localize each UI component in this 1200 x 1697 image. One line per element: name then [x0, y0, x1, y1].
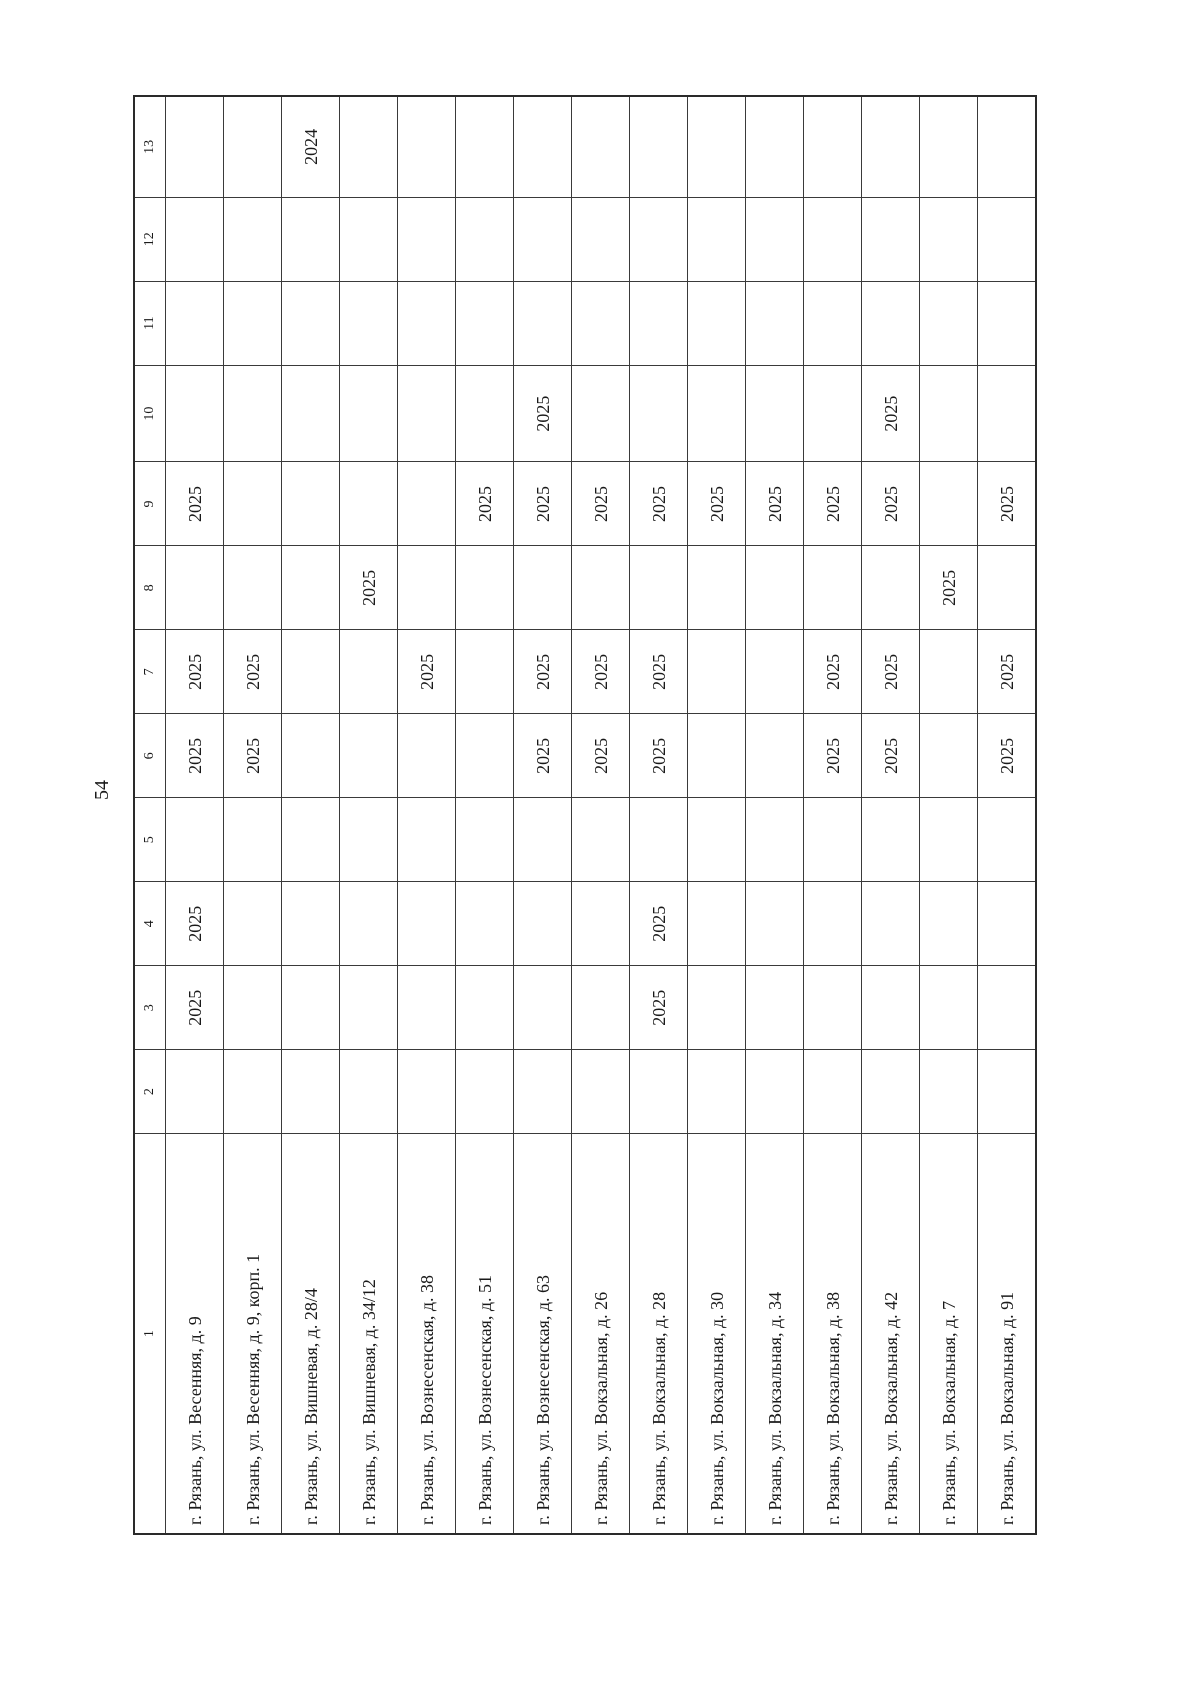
year-cell [224, 546, 282, 630]
year-cell: 2025 [630, 714, 688, 798]
table-row [514, 96, 572, 1534]
table-row [978, 96, 1037, 1534]
year-cell [166, 365, 224, 462]
table-row [920, 96, 978, 1534]
year-cell: 2025 [630, 462, 688, 546]
year-cell [340, 96, 398, 197]
year-cell [282, 1050, 340, 1134]
year-cell [746, 197, 804, 281]
year-cell [456, 1050, 514, 1134]
year-cell [514, 197, 572, 281]
column-header: 9 [134, 462, 166, 546]
year-cell [282, 714, 340, 798]
year-cell [456, 630, 514, 714]
year-cell [282, 630, 340, 714]
year-cell [456, 546, 514, 630]
year-cell [572, 96, 630, 197]
table-row [804, 96, 862, 1534]
column-header: 10 [134, 365, 166, 462]
column-header: 13 [134, 96, 166, 197]
year-cell [514, 882, 572, 966]
year-cell [340, 798, 398, 882]
year-cell [978, 197, 1037, 281]
address-cell: г. Рязань, ул. Вокзальная, д. 30 [688, 1134, 746, 1534]
year-cell [166, 96, 224, 197]
year-cell: 2025 [224, 630, 282, 714]
year-cell [688, 546, 746, 630]
year-cell [572, 365, 630, 462]
address-cell: г. Рязань, ул. Вокзальная, д. 34 [746, 1134, 804, 1534]
year-cell [862, 798, 920, 882]
column-header: 8 [134, 546, 166, 630]
year-cell [804, 882, 862, 966]
year-cell [572, 882, 630, 966]
year-cell: 2025 [920, 546, 978, 630]
column-header: 6 [134, 714, 166, 798]
table-row [282, 96, 340, 1534]
year-cell [746, 96, 804, 197]
year-cell [688, 281, 746, 365]
year-cell: 2024 [282, 96, 340, 197]
year-cell [340, 462, 398, 546]
year-cell [804, 798, 862, 882]
year-cell [920, 197, 978, 281]
year-cell [572, 197, 630, 281]
year-cell [514, 96, 572, 197]
year-cell [572, 798, 630, 882]
table-row [746, 96, 804, 1534]
year-cell [630, 281, 688, 365]
year-cell [398, 462, 456, 546]
year-cell [804, 966, 862, 1050]
year-cell [224, 96, 282, 197]
year-cell [340, 365, 398, 462]
year-cell [978, 882, 1037, 966]
year-cell [224, 966, 282, 1050]
year-cell: 2025 [862, 462, 920, 546]
year-cell [920, 882, 978, 966]
year-cell [630, 96, 688, 197]
year-cell [746, 798, 804, 882]
column-header: 12 [134, 197, 166, 281]
address-cell: г. Рязань, ул. Вознесенская, д. 63 [514, 1134, 572, 1534]
year-cell: 2025 [340, 546, 398, 630]
year-cell [804, 96, 862, 197]
year-cell [398, 281, 456, 365]
year-cell [224, 1050, 282, 1134]
year-cell [166, 1050, 224, 1134]
year-cell [398, 96, 456, 197]
year-cell [224, 197, 282, 281]
address-cell: г. Рязань, ул. Вознесенская, д. 38 [398, 1134, 456, 1534]
year-cell [978, 365, 1037, 462]
address-cell: г. Рязань, ул. Вокзальная, д. 38 [804, 1134, 862, 1534]
year-cell [282, 966, 340, 1050]
year-cell [920, 462, 978, 546]
year-cell [688, 197, 746, 281]
year-cell [572, 281, 630, 365]
year-cell: 2025 [514, 462, 572, 546]
year-cell [340, 281, 398, 365]
year-cell [282, 197, 340, 281]
year-cell [514, 1050, 572, 1134]
repair-schedule-table [133, 95, 1037, 1535]
year-cell [862, 281, 920, 365]
year-cell: 2025 [630, 966, 688, 1050]
year-cell [572, 546, 630, 630]
year-cell [572, 966, 630, 1050]
year-cell [920, 714, 978, 798]
year-cell [862, 546, 920, 630]
year-cell: 2025 [166, 630, 224, 714]
year-cell: 2025 [166, 462, 224, 546]
year-cell [978, 1050, 1037, 1134]
address-cell: г. Рязань, ул. Вокзальная, д. 26 [572, 1134, 630, 1534]
year-cell [804, 365, 862, 462]
year-cell [688, 96, 746, 197]
year-cell [804, 197, 862, 281]
year-cell [282, 365, 340, 462]
address-cell: г. Рязань, ул. Вишневая, д. 34/12 [340, 1134, 398, 1534]
year-cell [456, 798, 514, 882]
year-cell [920, 365, 978, 462]
year-cell: 2025 [978, 630, 1037, 714]
year-cell [282, 546, 340, 630]
year-cell: 2025 [166, 714, 224, 798]
column-header: 7 [134, 630, 166, 714]
year-cell [340, 1050, 398, 1134]
year-cell [398, 1050, 456, 1134]
table-row [398, 96, 456, 1534]
year-cell: 2025 [514, 365, 572, 462]
year-cell [862, 96, 920, 197]
column-header: 3 [134, 966, 166, 1050]
year-cell [630, 1050, 688, 1134]
year-cell: 2025 [398, 630, 456, 714]
year-cell [456, 197, 514, 281]
address-cell: г. Рязань, ул. Вокзальная, д. 28 [630, 1134, 688, 1534]
year-cell [398, 197, 456, 281]
year-cell: 2025 [456, 462, 514, 546]
column-header: 4 [134, 882, 166, 966]
address-cell: г. Рязань, ул. Вокзальная, д. 42 [862, 1134, 920, 1534]
year-cell [224, 882, 282, 966]
table-row [166, 96, 224, 1534]
rotated-table-wrapper [133, 95, 1043, 1535]
column-header: 1 [134, 1134, 166, 1534]
table-row [862, 96, 920, 1534]
year-cell [224, 365, 282, 462]
year-cell [398, 798, 456, 882]
year-cell [456, 281, 514, 365]
year-cell [340, 882, 398, 966]
year-cell [166, 197, 224, 281]
year-cell [514, 281, 572, 365]
year-cell: 2025 [630, 882, 688, 966]
year-cell: 2025 [572, 630, 630, 714]
table-row [340, 96, 398, 1534]
year-cell [398, 714, 456, 798]
year-cell [920, 96, 978, 197]
year-cell [746, 281, 804, 365]
year-cell [978, 281, 1037, 365]
year-cell [166, 281, 224, 365]
year-cell [630, 798, 688, 882]
year-cell [456, 882, 514, 966]
year-cell [746, 365, 804, 462]
table-body [166, 96, 1037, 1534]
address-cell: г. Рязань, ул. Вокзальная, д. 7 [920, 1134, 978, 1534]
year-cell: 2025 [804, 630, 862, 714]
address-cell: г. Рязань, ул. Вишневая, д. 28/4 [282, 1134, 340, 1534]
year-cell [862, 882, 920, 966]
year-cell [746, 546, 804, 630]
table-row [224, 96, 282, 1534]
year-cell [746, 630, 804, 714]
year-cell [514, 546, 572, 630]
table-row [456, 96, 514, 1534]
year-cell [282, 281, 340, 365]
year-cell [688, 630, 746, 714]
address-cell: г. Рязань, ул. Весенняя, д. 9, корп. 1 [224, 1134, 282, 1534]
year-cell [920, 281, 978, 365]
year-cell: 2025 [166, 966, 224, 1050]
year-cell [456, 365, 514, 462]
year-cell [920, 1050, 978, 1134]
year-cell [746, 714, 804, 798]
year-cell [282, 798, 340, 882]
column-header: 5 [134, 798, 166, 882]
address-cell: г. Рязань, ул. Вокзальная, д. 91 [978, 1134, 1037, 1534]
year-cell [340, 197, 398, 281]
year-cell [340, 714, 398, 798]
table-row [572, 96, 630, 1534]
year-cell [746, 966, 804, 1050]
year-cell [862, 966, 920, 1050]
year-cell [456, 714, 514, 798]
year-cell: 2025 [514, 714, 572, 798]
year-cell [398, 966, 456, 1050]
year-cell [978, 966, 1037, 1050]
table-row [630, 96, 688, 1534]
column-header: 2 [134, 1050, 166, 1134]
year-cell [340, 966, 398, 1050]
year-cell: 2025 [746, 462, 804, 546]
year-cell [224, 281, 282, 365]
year-cell [804, 546, 862, 630]
year-cell: 2025 [514, 630, 572, 714]
year-cell [224, 798, 282, 882]
year-cell [456, 96, 514, 197]
year-cell: 2025 [804, 714, 862, 798]
year-cell [456, 966, 514, 1050]
year-cell [282, 882, 340, 966]
year-cell: 2025 [224, 714, 282, 798]
year-cell [166, 798, 224, 882]
year-cell [630, 546, 688, 630]
year-cell: 2025 [862, 365, 920, 462]
year-cell [572, 1050, 630, 1134]
year-cell [282, 462, 340, 546]
year-cell [978, 798, 1037, 882]
year-cell: 2025 [572, 462, 630, 546]
year-cell [630, 365, 688, 462]
table-row [688, 96, 746, 1534]
year-cell [688, 365, 746, 462]
year-cell [746, 1050, 804, 1134]
address-cell: г. Рязань, ул. Весенняя, д. 9 [166, 1134, 224, 1534]
year-cell [862, 1050, 920, 1134]
column-header: 11 [134, 281, 166, 365]
year-cell [804, 281, 862, 365]
year-cell [398, 365, 456, 462]
year-cell [398, 546, 456, 630]
year-cell [688, 714, 746, 798]
year-cell [920, 798, 978, 882]
year-cell [688, 966, 746, 1050]
year-cell [688, 798, 746, 882]
year-cell [978, 96, 1037, 197]
year-cell: 2025 [572, 714, 630, 798]
year-cell [514, 798, 572, 882]
page-number: 54 [91, 780, 113, 800]
year-cell [166, 546, 224, 630]
year-cell [688, 1050, 746, 1134]
year-cell [514, 966, 572, 1050]
year-cell: 2025 [688, 462, 746, 546]
year-cell: 2025 [862, 630, 920, 714]
year-cell [862, 197, 920, 281]
year-cell [398, 882, 456, 966]
year-cell: 2025 [804, 462, 862, 546]
year-cell [978, 546, 1037, 630]
year-cell [688, 882, 746, 966]
year-cell: 2025 [978, 462, 1037, 546]
year-cell: 2025 [166, 882, 224, 966]
year-cell [746, 882, 804, 966]
address-cell: г. Рязань, ул. Вознесенская, д. 51 [456, 1134, 514, 1534]
year-cell [804, 1050, 862, 1134]
year-cell: 2025 [862, 714, 920, 798]
year-cell: 2025 [978, 714, 1037, 798]
year-cell [920, 966, 978, 1050]
year-cell: 2025 [630, 630, 688, 714]
year-cell [920, 630, 978, 714]
year-cell [630, 197, 688, 281]
year-cell [224, 462, 282, 546]
year-cell [340, 630, 398, 714]
header-row [134, 96, 166, 1534]
